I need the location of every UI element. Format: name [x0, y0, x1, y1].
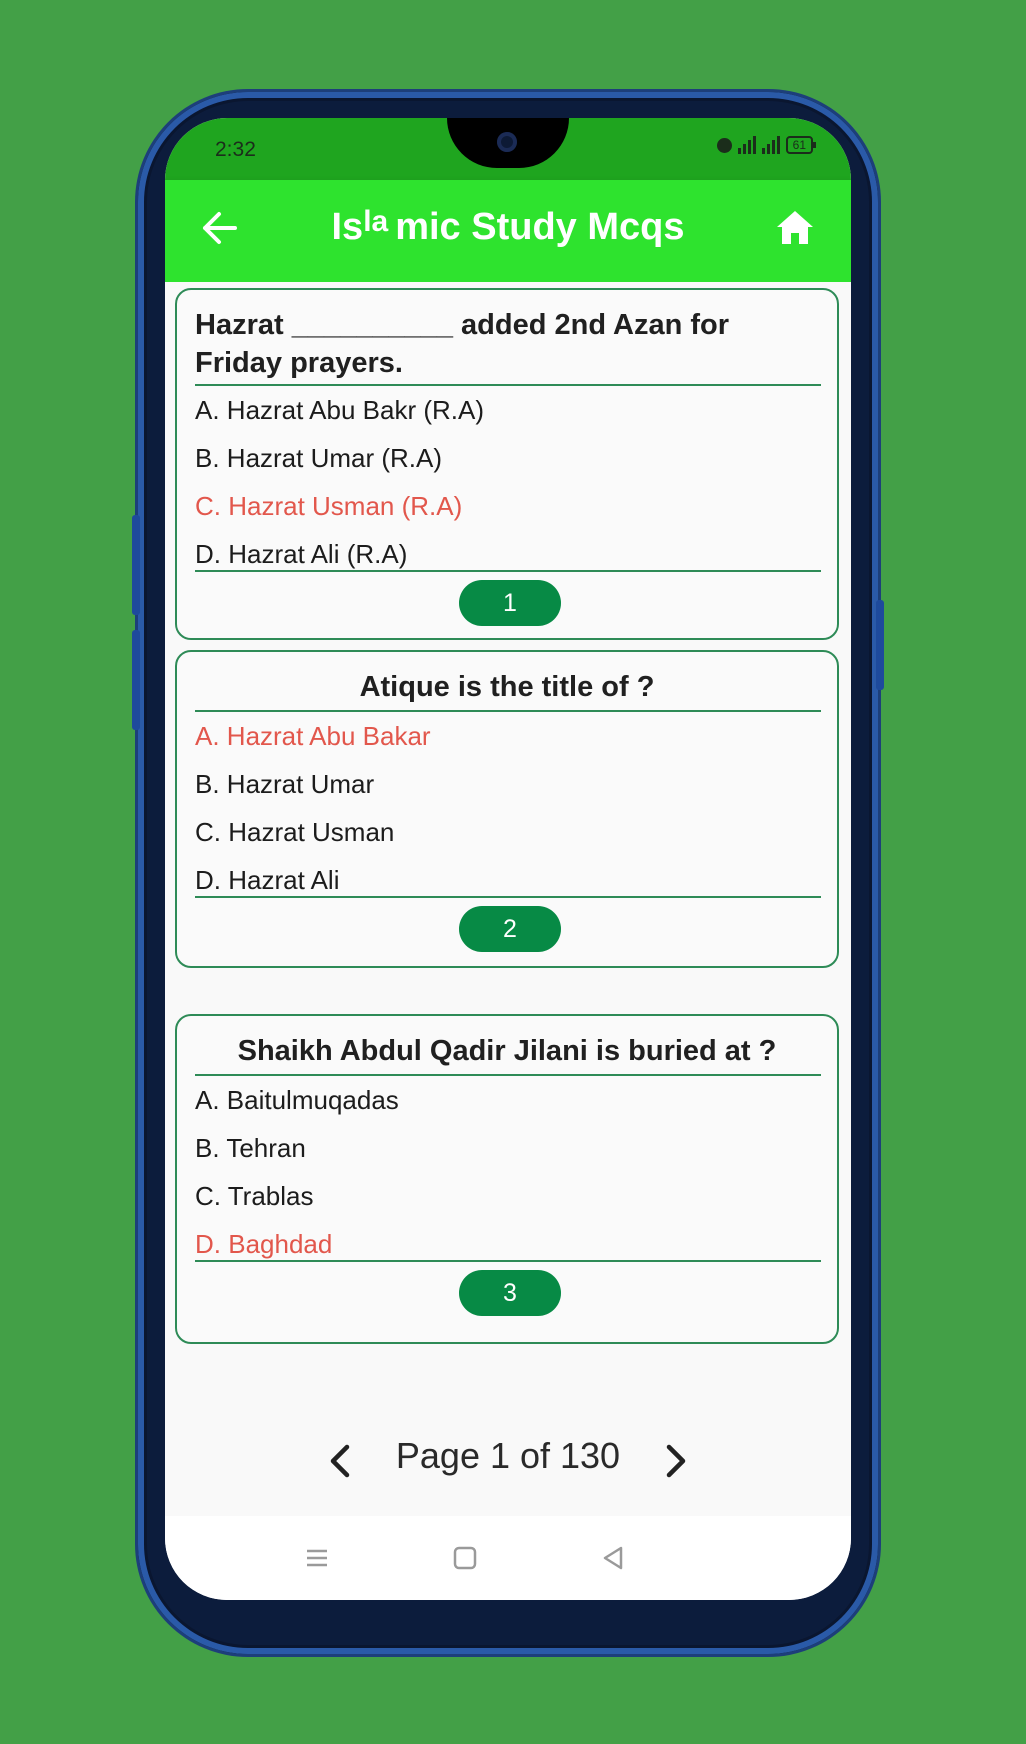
question-number-badge: 1 [459, 580, 561, 626]
chevron-right-icon[interactable] [661, 1441, 691, 1481]
divider [195, 570, 821, 572]
option-a[interactable]: A. Hazrat Abu Bakr (R.A) [195, 395, 484, 425]
option-d[interactable]: D. Hazrat Ali [195, 865, 340, 895]
volume-up-button [132, 515, 140, 615]
divider [195, 710, 821, 712]
alarm-icon [717, 138, 732, 153]
divider [195, 384, 821, 386]
page-indicator: Page 1 of 130 [395, 1435, 621, 1476]
question-number-badge: 3 [459, 1270, 561, 1316]
option-a[interactable]: A. Baitulmuqadas [195, 1085, 399, 1115]
menu-icon[interactable] [301, 1542, 333, 1574]
app-title-rest: mic Study Mcqs [395, 206, 685, 248]
triangle-back-icon[interactable] [597, 1542, 629, 1574]
mcq-card [175, 1014, 839, 1344]
divider [195, 1074, 821, 1076]
volume-down-button [132, 630, 140, 730]
mcq-card [175, 650, 839, 968]
front-camera [497, 132, 517, 152]
question-text: Atique is the title of ? [359, 671, 655, 703]
signal-icon [738, 136, 756, 154]
system-nav-bar [165, 1516, 851, 1600]
app-title-prefix: Is [331, 206, 364, 248]
app-title-overlay: la [363, 205, 389, 238]
option-a[interactable]: A. Hazrat Abu Bakar [195, 721, 431, 751]
mcq-card [175, 288, 839, 640]
mcq-list [165, 282, 851, 1401]
signal-icon [762, 136, 780, 154]
divider [195, 1260, 821, 1262]
option-c[interactable]: C. Trablas [195, 1181, 314, 1211]
battery-icon: 61 [786, 136, 813, 154]
status-time: 2:32 [215, 138, 256, 161]
pagination [165, 1401, 851, 1516]
option-b[interactable]: B. Tehran [195, 1133, 306, 1163]
power-button [876, 600, 884, 690]
app-bar [165, 180, 851, 282]
option-c[interactable]: C. Hazrat Usman (R.A) [195, 491, 463, 521]
question-text: Hazrat __________ added 2nd Azan for Friday prayers. [195, 309, 730, 379]
app-title [165, 202, 851, 252]
option-d[interactable]: D. Hazrat Ali (R.A) [195, 539, 408, 569]
option-b[interactable]: B. Hazrat Umar (R.A) [195, 443, 443, 473]
question-text: Shaikh Abdul Qadir Jilani is buried at ? [237, 1035, 777, 1067]
status-icons [717, 136, 813, 154]
option-c[interactable]: C. Hazrat Usman [195, 817, 395, 847]
option-b[interactable]: B. Hazrat Umar [195, 769, 375, 799]
phone-screen [165, 118, 851, 1600]
square-icon[interactable] [449, 1542, 481, 1574]
home-icon[interactable] [773, 206, 817, 250]
question-number-badge: 2 [459, 906, 561, 952]
divider [195, 896, 821, 898]
option-d[interactable]: D. Baghdad [195, 1229, 333, 1259]
